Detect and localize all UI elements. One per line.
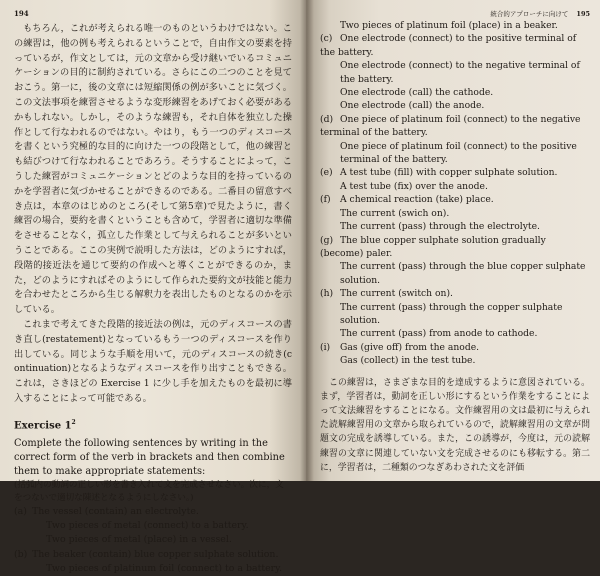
exercise-item-i (320, 341, 590, 368)
running-head-title: 統合的アプローチに向けて (490, 10, 569, 18)
item-label: (a) (14, 506, 27, 518)
item-line: Two pieces of platinum foil (connect) to a battery. (46, 562, 283, 574)
right-page-number: 195 (576, 10, 590, 18)
item-line: One electrode (connect) to the negative terminal of the battery. (340, 60, 580, 85)
exercise-item-b (14, 548, 292, 576)
item-line: The current (pass) through the copper sulphate solution. (340, 301, 563, 326)
item-line: A test tube (fix) over the anode. (340, 180, 488, 192)
item-line: The current (pass) from anode to cathode. (340, 328, 538, 340)
item-line: Gas (collect) in the test tube. (340, 355, 476, 367)
item-label: (g) (320, 234, 334, 246)
exercise-item-e (320, 166, 590, 193)
exercise-item-h (320, 287, 590, 341)
item-line: The blue copper sulphate solution gradually (become) paler. (320, 234, 546, 259)
item-label: (f) (320, 194, 331, 206)
item-line: One piece of platinum foil (connect) to the positive terminal of the battery. (340, 140, 577, 166)
running-head (320, 9, 590, 19)
item-line: A test tube (fill) with copper sulphate solution. (340, 167, 558, 179)
book-gutter (300, 0, 314, 481)
item-line: The beaker (contain) blue copper sulphate solution. (32, 548, 279, 560)
item-line: Two pieces of metal (connect) to a battery. (46, 520, 249, 532)
item-label: (b) (14, 548, 28, 560)
exercise-item-g (320, 234, 590, 288)
closing-paragraph: この練習は，さまざまな目的を達成するように意図されている。まず，学習者は，動詞を正しい形にするという作業をすることによって文法練習をすることになる。文作練習用の文は最初に与えられた読解練習用の文章から取られているので，読解練習用の文章が問題文の完成を誘導している。また，この誘導が，今度は，元の読解練習の文章に関連していない文を完成させるのにも移転する。第二に，学習者は，二種類のつなぎあわされた文を評価 (320, 377, 590, 473)
item-label: (e) (320, 167, 333, 179)
item-line: The current (pass) through the electrolyte. (340, 221, 540, 233)
item-line: Gas (give off) from the anode. (340, 341, 480, 353)
exercise-item-a (14, 505, 292, 548)
right-page (306, 0, 600, 481)
item-line: Two pieces of platinum foil (place) in a beaker. (340, 20, 558, 31)
item-line: The vessel (contain) an electrolyte. (32, 506, 199, 518)
item-line: A chemical reaction (take) place. (340, 194, 494, 206)
exercise-heading (14, 419, 292, 431)
item-line: One electrode (call) the cathode. (340, 87, 494, 99)
item-line: One electrode (connect) to the positive terminal of the battery. (320, 33, 577, 58)
item-label: (d) (320, 113, 334, 125)
left-page-number: 194 (14, 9, 29, 18)
exercise-instructions: Complete the following sentences by writing in the correct form of the verb in brackets and then combine them to make appropriate statements: (14, 438, 285, 478)
item-line: Two pieces of metal (place) in a vessel. (46, 534, 232, 546)
item-line: One electrode (call) the anode. (340, 100, 485, 112)
item-line: The current (swich on). (340, 207, 450, 219)
item-label: (i) (320, 341, 331, 353)
exercise-item-d (320, 113, 590, 167)
item-line: The current (switch on). (340, 288, 453, 300)
body-paragraph-1: もちろん，これが考えられる唯一のものというわけではない。この練習は，他の例も考えられるということで，自由作文の要素を持っているが，作文としては，元の文章から受け継いでいるコミュニケーションの目的に制約されている。さらにこの二つのことを見ておこう。第一に，後の文章には短縮関係の例が多いことに気づく。この文法事項を練習させるような変形練習をあげておく必要があるかもしれない。しかし，そのような練習も，それ自体を独立した操作として行なわれるのではない。やはり，もう一つのディスコースを書くという究極的な目的に向けた一つの段階として，他の練習とも結びつけて行なわれることであろう。そうすることによって，こうした練習がコミュニケーションとどのような目的を持っているのかを学習者に気づかせることができるのである。二番目の留意すべき点は，本章のはじめのところ(そして第5章)で見たように，書く練習の場合，要約を書くということも含めて，学習者に適切な準備をさせることなく，孤立した作業として与えられることが多いということである。ここの実例で説明した方法は，どのようにすれば，段階的接近法を通じて要約の作成へと導くことができるのか，また，どのようにすればそのようにして作られた要約文が技能と能力を合わせたところから生じる解釈力を表出したものとなるのかを示している。 (14, 23, 292, 316)
item-label: (c) (320, 33, 333, 45)
item-line: The current (pass) through the blue copper sulphate solution. (340, 261, 586, 286)
item-label: (h) (320, 288, 334, 300)
exercise-footnote-mark: 2 (71, 418, 76, 426)
exercise-instructions-jp: (括弧内の動詞の正しい形を書き入れて文を完成させなさい。次に，文をつないで適切な陳述となるようにしなさい。) (14, 480, 284, 504)
item-line: One piece of platinum foil (connect) to the negative terminal of the battery. (320, 113, 581, 139)
exercise-title: Exercise 1 (14, 420, 72, 432)
exercise-item-f (320, 193, 590, 233)
exercise-item-c (320, 32, 590, 112)
body-paragraph-2: これまで考えてきた段階的接近法の例は，元のディスコースの書き直し(restatement)となっているもう一つのディスコースを作り出している。同じような手順を用いて，元のディスコースの続き(continuation)となるようなディスコースを作り出すこともできる。これは，さきほどの Exercise 1 に少し手を加えたものを最初に導入することによって可能である。 (14, 318, 292, 404)
